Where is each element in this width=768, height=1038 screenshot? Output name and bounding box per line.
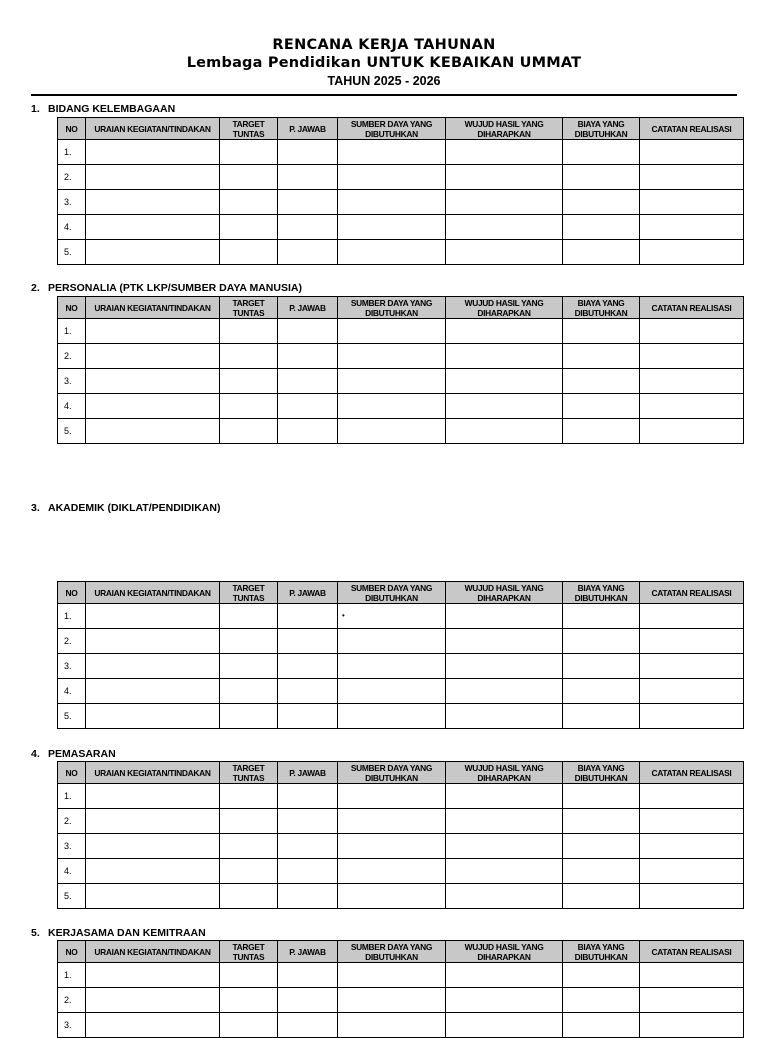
section-label: BIDANG KELEMBAGAAN [48, 103, 176, 115]
table-cell[interactable] [446, 215, 563, 240]
table-cell[interactable] [640, 419, 744, 444]
section-title [31, 502, 220, 514]
table-cell[interactable] [640, 140, 744, 165]
table-cell[interactable] [220, 240, 278, 265]
table-cell[interactable] [86, 629, 220, 654]
table-row [58, 604, 744, 629]
table-cell[interactable] [446, 394, 563, 419]
table-cell[interactable] [220, 629, 278, 654]
row-number: 3. [58, 834, 86, 859]
table-cell[interactable] [338, 419, 446, 444]
table-cell[interactable] [220, 419, 278, 444]
table-cell[interactable] [446, 344, 563, 369]
table-cell[interactable] [338, 190, 446, 215]
table-cell[interactable] [338, 784, 446, 809]
table-row [58, 344, 744, 369]
table-cell[interactable] [338, 319, 446, 344]
table-cell[interactable] [446, 884, 563, 909]
table-cell[interactable] [220, 963, 278, 988]
column-header: SUMBER DAYA YANG DIBUTUHKAN [338, 762, 446, 784]
table-cell[interactable] [220, 988, 278, 1013]
table-cell[interactable] [278, 319, 338, 344]
table-cell[interactable] [220, 859, 278, 884]
column-header: P. JAWAB [278, 118, 338, 140]
table-cell[interactable] [338, 704, 446, 729]
column-header: SUMBER DAYA YANG DIBUTUHKAN [338, 941, 446, 963]
table-cell[interactable] [446, 654, 563, 679]
table-cell[interactable] [278, 679, 338, 704]
table-cell[interactable] [86, 369, 220, 394]
table-cell[interactable] [86, 394, 220, 419]
row-number: 4. [58, 215, 86, 240]
table-cell[interactable] [278, 654, 338, 679]
column-header: SUMBER DAYA YANG DIBUTUHKAN [338, 118, 446, 140]
table-header-row [58, 118, 744, 140]
table-cell[interactable] [278, 604, 338, 629]
table-cell[interactable] [338, 654, 446, 679]
table-cell[interactable] [220, 704, 278, 729]
document-title: RENCANA KERJA TAHUNAN [272, 37, 496, 53]
table-row [58, 419, 744, 444]
table-cell[interactable] [278, 963, 338, 988]
column-header: SUMBER DAYA YANG DIBUTUHKAN [338, 297, 446, 319]
table-cell[interactable] [563, 988, 640, 1013]
table-cell[interactable] [640, 344, 744, 369]
work-plan-table [57, 581, 744, 729]
table-cell[interactable] [220, 679, 278, 704]
column-header: BIAYA YANG DIBUTUHKAN [563, 118, 640, 140]
work-plan-table [57, 117, 744, 265]
section-title [31, 282, 302, 294]
table-cell[interactable] [278, 190, 338, 215]
table-cell[interactable] [278, 988, 338, 1013]
table-cell[interactable] [220, 190, 278, 215]
table-cell[interactable] [220, 834, 278, 859]
section-label: AKADEMIK (DIKLAT/PENDIDIKAN) [48, 502, 221, 514]
row-number: 3. [58, 1013, 86, 1038]
row-number: 1. [58, 319, 86, 344]
row-number: 2. [58, 629, 86, 654]
table-cell[interactable] [563, 319, 640, 344]
table-cell[interactable] [563, 963, 640, 988]
section-number: 3. [31, 502, 40, 514]
column-header: NO [58, 118, 86, 140]
table-cell[interactable] [86, 884, 220, 909]
work-plan-table [57, 296, 744, 444]
table-cell[interactable] [220, 784, 278, 809]
row-number: 2. [58, 988, 86, 1013]
table-cell[interactable] [220, 394, 278, 419]
table-cell[interactable] [86, 240, 220, 265]
table-cell[interactable] [338, 165, 446, 190]
table-row [58, 704, 744, 729]
table-cell[interactable] [86, 1013, 220, 1038]
table-cell[interactable] [446, 190, 563, 215]
table-row [58, 784, 744, 809]
column-header: WUJUD HASIL YANG DIHARAPKAN [446, 297, 563, 319]
table-cell[interactable] [446, 1013, 563, 1038]
column-header: P. JAWAB [278, 941, 338, 963]
header-divider [31, 94, 737, 96]
row-number: 1. [58, 140, 86, 165]
table-cell[interactable] [640, 1013, 744, 1038]
table-cell[interactable] [86, 963, 220, 988]
table-cell[interactable] [640, 369, 744, 394]
table-cell[interactable] [640, 215, 744, 240]
table-cell[interactable] [278, 165, 338, 190]
column-header: CATATAN REALISASI [640, 297, 744, 319]
row-number: 4. [58, 394, 86, 419]
table-cell[interactable] [446, 963, 563, 988]
row-number: 4. [58, 859, 86, 884]
table-row [58, 1013, 744, 1038]
row-number: 3. [58, 654, 86, 679]
column-header: P. JAWAB [278, 762, 338, 784]
table-cell[interactable] [446, 859, 563, 884]
row-number: 4. [58, 679, 86, 704]
column-header: WUJUD HASIL YANG DIHARAPKAN [446, 762, 563, 784]
table-cell[interactable] [640, 629, 744, 654]
table-cell[interactable] [640, 394, 744, 419]
table-cell[interactable] [338, 394, 446, 419]
table-cell[interactable] [563, 190, 640, 215]
table-cell[interactable] [563, 884, 640, 909]
table-cell[interactable] [563, 629, 640, 654]
table-cell[interactable] [563, 859, 640, 884]
table-cell[interactable] [86, 679, 220, 704]
table-cell[interactable] [338, 604, 446, 629]
row-number: 1. [58, 963, 86, 988]
column-header: WUJUD HASIL YANG DIHARAPKAN [446, 582, 563, 604]
section-number: 1. [31, 103, 40, 115]
column-header: P. JAWAB [278, 582, 338, 604]
table-cell[interactable] [338, 988, 446, 1013]
column-header: NO [58, 297, 86, 319]
table-cell[interactable] [446, 704, 563, 729]
table-cell[interactable] [278, 834, 338, 859]
table-cell[interactable] [446, 240, 563, 265]
table-cell[interactable] [446, 809, 563, 834]
table-header-row [58, 297, 744, 319]
table-cell[interactable] [278, 704, 338, 729]
table-row [58, 190, 744, 215]
table-cell[interactable] [563, 654, 640, 679]
section-label: PERSONALIA (PTK LKP/SUMBER DAYA MANUSIA) [48, 282, 302, 294]
table-cell[interactable] [86, 809, 220, 834]
row-number: 5. [58, 240, 86, 265]
section-label: KERJASAMA DAN KEMITRAAN [48, 927, 206, 939]
table-cell[interactable] [446, 319, 563, 344]
table-cell[interactable] [86, 654, 220, 679]
column-header: CATATAN REALISASI [640, 582, 744, 604]
column-header: BIAYA YANG DIBUTUHKAN [563, 582, 640, 604]
table-cell[interactable] [338, 629, 446, 654]
table-cell[interactable] [563, 834, 640, 859]
row-number: 5. [58, 884, 86, 909]
table-cell[interactable] [278, 369, 338, 394]
row-number: 2. [58, 809, 86, 834]
table-cell[interactable] [338, 963, 446, 988]
table-cell[interactable] [640, 654, 744, 679]
row-number: 5. [58, 419, 86, 444]
table-cell[interactable] [338, 859, 446, 884]
row-number: 2. [58, 165, 86, 190]
table-cell[interactable] [86, 704, 220, 729]
table-cell[interactable] [278, 809, 338, 834]
bullet-mark: • [342, 611, 345, 620]
table-cell[interactable] [563, 1013, 640, 1038]
table-cell[interactable] [220, 1013, 278, 1038]
table-cell[interactable] [338, 809, 446, 834]
section-label: PEMASARAN [48, 748, 116, 760]
table-row [58, 884, 744, 909]
table-header-row [58, 582, 744, 604]
table-row [58, 215, 744, 240]
table-cell[interactable] [338, 679, 446, 704]
table-cell[interactable] [640, 809, 744, 834]
table-cell[interactable] [338, 369, 446, 394]
table-cell[interactable] [86, 784, 220, 809]
table-cell[interactable] [446, 165, 563, 190]
table-row [58, 629, 744, 654]
table-cell[interactable] [338, 884, 446, 909]
table-cell[interactable] [446, 834, 563, 859]
table-cell[interactable] [640, 604, 744, 629]
table-cell[interactable] [86, 215, 220, 240]
section-number: 4. [31, 748, 40, 760]
column-header: BIAYA YANG DIBUTUHKAN [563, 297, 640, 319]
table-cell[interactable] [338, 240, 446, 265]
table-cell[interactable] [563, 784, 640, 809]
table-cell[interactable] [563, 140, 640, 165]
section-title [31, 927, 206, 939]
table-cell[interactable] [338, 215, 446, 240]
table-cell[interactable] [86, 988, 220, 1013]
table-cell[interactable] [446, 369, 563, 394]
section-title [31, 748, 116, 760]
table-header-row [58, 762, 744, 784]
table-row [58, 240, 744, 265]
table-cell[interactable] [220, 604, 278, 629]
table-cell[interactable] [563, 394, 640, 419]
table-row [58, 988, 744, 1013]
row-number: 3. [58, 369, 86, 394]
section-title [31, 103, 175, 115]
row-number: 3. [58, 190, 86, 215]
column-header: SUMBER DAYA YANG DIBUTUHKAN [338, 582, 446, 604]
row-number: 5. [58, 704, 86, 729]
table-cell[interactable] [446, 988, 563, 1013]
table-cell[interactable] [86, 319, 220, 344]
table-cell[interactable] [338, 140, 446, 165]
table-cell[interactable] [86, 140, 220, 165]
table-cell[interactable] [640, 190, 744, 215]
table-cell[interactable] [338, 1013, 446, 1038]
table-cell[interactable] [446, 419, 563, 444]
table-cell[interactable] [640, 859, 744, 884]
column-header: TARGET TUNTAS [220, 297, 278, 319]
table-cell[interactable] [563, 215, 640, 240]
table-cell[interactable] [563, 604, 640, 629]
table-row [58, 834, 744, 859]
table-cell[interactable] [220, 319, 278, 344]
table-cell[interactable] [278, 215, 338, 240]
table-cell[interactable] [278, 1013, 338, 1038]
column-header: CATATAN REALISASI [640, 118, 744, 140]
table-row [58, 963, 744, 988]
work-plan-table [57, 761, 744, 909]
table-row [58, 809, 744, 834]
table-cell[interactable] [86, 604, 220, 629]
table-cell[interactable] [640, 884, 744, 909]
table-cell[interactable] [278, 344, 338, 369]
table-cell[interactable] [563, 165, 640, 190]
row-number: 1. [58, 784, 86, 809]
table-cell[interactable] [220, 369, 278, 394]
table-cell[interactable] [640, 784, 744, 809]
table-cell[interactable] [446, 679, 563, 704]
table-cell[interactable] [640, 165, 744, 190]
table-row [58, 140, 744, 165]
column-header: BIAYA YANG DIBUTUHKAN [563, 762, 640, 784]
table-cell[interactable] [86, 165, 220, 190]
column-header: WUJUD HASIL YANG DIHARAPKAN [446, 941, 563, 963]
column-header: CATATAN REALISASI [640, 762, 744, 784]
table-cell[interactable] [86, 419, 220, 444]
table-cell[interactable] [563, 344, 640, 369]
table-cell[interactable] [86, 859, 220, 884]
table-header-row [58, 941, 744, 963]
table-cell[interactable] [220, 215, 278, 240]
work-plan-table [57, 940, 744, 1038]
table-cell[interactable] [278, 419, 338, 444]
table-row [58, 679, 744, 704]
table-cell[interactable] [640, 704, 744, 729]
table-cell[interactable] [446, 784, 563, 809]
table-cell[interactable] [220, 165, 278, 190]
table-cell[interactable] [640, 240, 744, 265]
table-cell[interactable] [640, 834, 744, 859]
table-row [58, 654, 744, 679]
table-cell[interactable] [220, 654, 278, 679]
table-cell[interactable] [640, 988, 744, 1013]
table-row [58, 394, 744, 419]
column-header: P. JAWAB [278, 297, 338, 319]
column-header: TARGET TUNTAS [220, 582, 278, 604]
table-cell[interactable] [220, 884, 278, 909]
column-header: URAIAN KEGIATAN/TINDAKAN [86, 941, 220, 963]
column-header: TARGET TUNTAS [220, 941, 278, 963]
table-cell[interactable] [640, 963, 744, 988]
table-cell[interactable] [278, 140, 338, 165]
section-number: 2. [31, 282, 40, 294]
table-cell[interactable] [220, 344, 278, 369]
section-number: 5. [31, 927, 40, 939]
row-number: 2. [58, 344, 86, 369]
column-header: URAIAN KEGIATAN/TINDAKAN [86, 762, 220, 784]
table-row [58, 859, 744, 884]
table-cell[interactable] [446, 629, 563, 654]
table-cell[interactable] [563, 240, 640, 265]
table-cell[interactable] [338, 344, 446, 369]
table-cell[interactable] [220, 809, 278, 834]
row-number: 1. [58, 604, 86, 629]
table-cell[interactable] [446, 604, 563, 629]
column-header: TARGET TUNTAS [220, 762, 278, 784]
table-cell[interactable] [338, 834, 446, 859]
table-cell[interactable] [278, 859, 338, 884]
table-cell[interactable] [278, 784, 338, 809]
column-header: URAIAN KEGIATAN/TINDAKAN [86, 118, 220, 140]
table-cell[interactable] [278, 884, 338, 909]
table-cell[interactable] [86, 344, 220, 369]
table-cell[interactable] [278, 629, 338, 654]
column-header: TARGET TUNTAS [220, 118, 278, 140]
table-cell[interactable] [220, 140, 278, 165]
table-cell[interactable] [86, 190, 220, 215]
table-cell[interactable] [563, 679, 640, 704]
column-header: URAIAN KEGIATAN/TINDAKAN [86, 297, 220, 319]
table-cell[interactable] [563, 419, 640, 444]
column-header: WUJUD HASIL YANG DIHARAPKAN [446, 118, 563, 140]
table-cell[interactable] [86, 834, 220, 859]
document-subtitle: Lembaga Pendidikan UNTUK KEBAIKAN UMMAT [186, 55, 582, 71]
table-cell[interactable] [563, 809, 640, 834]
table-cell[interactable] [563, 369, 640, 394]
document-period: TAHUN 2025 - 2026 [327, 74, 441, 88]
column-header: URAIAN KEGIATAN/TINDAKAN [86, 582, 220, 604]
table-cell[interactable] [446, 140, 563, 165]
table-cell[interactable] [563, 704, 640, 729]
table-row [58, 165, 744, 190]
column-header: NO [58, 582, 86, 604]
table-cell[interactable] [278, 394, 338, 419]
table-row [58, 319, 744, 344]
table-cell[interactable] [278, 240, 338, 265]
table-cell[interactable] [640, 679, 744, 704]
table-cell[interactable] [640, 319, 744, 344]
column-header: NO [58, 941, 86, 963]
table-row [58, 369, 744, 394]
column-header: BIAYA YANG DIBUTUHKAN [563, 941, 640, 963]
column-header: NO [58, 762, 86, 784]
column-header: CATATAN REALISASI [640, 941, 744, 963]
